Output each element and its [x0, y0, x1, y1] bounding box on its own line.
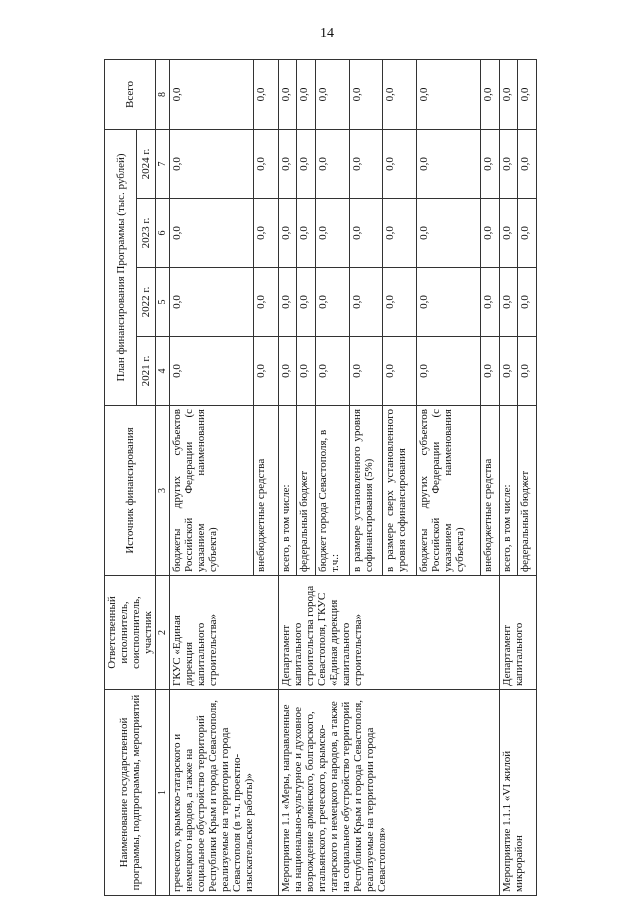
value-cell: 0,0 — [417, 268, 481, 337]
funding-source: бюджет города Севастополя, в т.ч.: — [316, 406, 350, 576]
value-cell: 0,0 — [518, 337, 537, 406]
value-cell: 0,0 — [480, 337, 499, 406]
funding-source: всего, в том числе: — [499, 406, 518, 576]
header-name: Наименование государственной программы, подпрограммы, мероприятий — [105, 690, 156, 896]
value-cell: 0,0 — [278, 59, 297, 129]
table-row — [499, 59, 518, 895]
value-cell: 0,0 — [253, 337, 278, 406]
value-cell: 0,0 — [297, 59, 316, 129]
value-cell: 0,0 — [383, 59, 417, 129]
value-cell: 0,0 — [480, 268, 499, 337]
value-cell: 0,0 — [170, 199, 254, 268]
funding-source: в размере сверх установленного уровня софинансирования — [383, 406, 417, 576]
column-number: 4 — [156, 337, 170, 406]
column-number: 7 — [156, 129, 170, 198]
value-cell: 0,0 — [253, 268, 278, 337]
value-cell: 0,0 — [253, 199, 278, 268]
value-cell: 0,0 — [316, 199, 350, 268]
value-cell: 0,0 — [253, 59, 278, 129]
responsible-executor: Департамент капитального строительства города Севастополя, ГКУС «Единая дирекция капитального строительства» — [278, 576, 499, 690]
value-cell: 0,0 — [480, 199, 499, 268]
header-year: 2021 г. — [137, 337, 156, 406]
rotated-page-content — [104, 60, 537, 896]
value-cell: 0,0 — [349, 268, 383, 337]
value-cell: 0,0 — [278, 268, 297, 337]
column-numbers-row — [156, 59, 170, 895]
column-number: 1 — [156, 690, 170, 896]
funding-source: бюджеты других субъектов Российской Федерации (с указанием наименования субъекта) — [170, 406, 254, 576]
funding-source: бюджеты других субъектов Российской Федерации (с указанием наименования субъекта) — [417, 406, 481, 576]
value-cell: 0,0 — [518, 129, 537, 198]
value-cell: 0,0 — [480, 59, 499, 129]
value-cell: 0,0 — [518, 268, 537, 337]
program-name: греческого, крымско-татарского и немецкого народов, а также на социальное обустройство территорий Республики Крым и города Севастополя, реализуемые на территории города Севастополя (в т.ч. проектно-изыскательские работы)» — [170, 690, 279, 896]
value-cell: 0,0 — [278, 129, 297, 198]
value-cell: 0,0 — [499, 337, 518, 406]
value-cell: 0,0 — [297, 129, 316, 198]
value-cell: 0,0 — [349, 129, 383, 198]
value-cell: 0,0 — [170, 268, 254, 337]
header-source: Источник финансирования — [105, 406, 156, 576]
value-cell: 0,0 — [383, 129, 417, 198]
value-cell: 0,0 — [417, 337, 481, 406]
funding-source: всего, в том числе: — [278, 406, 297, 576]
funding-source: федеральный бюджет — [518, 406, 537, 576]
value-cell: 0,0 — [383, 337, 417, 406]
value-cell: 0,0 — [417, 59, 481, 129]
value-cell: 0,0 — [480, 129, 499, 198]
value-cell: 0,0 — [417, 199, 481, 268]
value-cell: 0,0 — [518, 59, 537, 129]
value-cell: 0,0 — [499, 129, 518, 198]
funding-source: внебюджетные средства — [253, 406, 278, 576]
value-cell: 0,0 — [518, 199, 537, 268]
funding-source: внебюджетные средства — [480, 406, 499, 576]
header-year: 2024 г. — [137, 129, 156, 198]
column-number: 6 — [156, 199, 170, 268]
value-cell: 0,0 — [316, 59, 350, 129]
value-cell: 0,0 — [297, 337, 316, 406]
value-cell: 0,0 — [170, 59, 254, 129]
value-cell: 0,0 — [499, 59, 518, 129]
value-cell: 0,0 — [170, 337, 254, 406]
header-row — [105, 59, 137, 895]
header-total: Всего — [105, 59, 156, 129]
value-cell: 0,0 — [316, 129, 350, 198]
value-cell: 0,0 — [253, 129, 278, 198]
column-number: 8 — [156, 59, 170, 129]
value-cell: 0,0 — [349, 199, 383, 268]
financing-table — [104, 59, 537, 896]
header-plan: План финансирования Программы (тыс. рублей) — [105, 129, 137, 405]
value-cell: 0,0 — [316, 337, 350, 406]
funding-source: федеральный бюджет — [297, 406, 316, 576]
responsible-executor: Департамент капитального — [499, 576, 536, 690]
table-row — [170, 59, 254, 895]
value-cell: 0,0 — [278, 199, 297, 268]
table-row — [278, 59, 297, 895]
measure-name: Мероприятие 1.1.1 «VI жилой микрорайон — [499, 690, 536, 896]
value-cell: 0,0 — [170, 129, 254, 198]
header-year: 2023 г. — [137, 199, 156, 268]
measure-name: Мероприятие 1.1 «Меры, направленные на национально-культурное и духовное возрождение армянского, болгарского, итальянского, греческого, крымско-татарского и немецкого народов, а также на социальное обустройство территорий Республики Крым и города Севастополя, реализуемые на территории города Севастополя» — [278, 690, 499, 896]
header-year: 2022 г. — [137, 268, 156, 337]
value-cell: 0,0 — [349, 59, 383, 129]
header-responsible: Ответственный исполнитель, соисполнитель, участник — [105, 576, 156, 690]
column-number: 3 — [156, 406, 170, 576]
responsible-executor: ГКУС «Единая дирекция капитального строительства» — [170, 576, 279, 690]
value-cell: 0,0 — [383, 268, 417, 337]
value-cell: 0,0 — [499, 199, 518, 268]
column-number: 2 — [156, 576, 170, 690]
column-number: 5 — [156, 268, 170, 337]
value-cell: 0,0 — [297, 268, 316, 337]
value-cell: 0,0 — [297, 199, 316, 268]
value-cell: 0,0 — [316, 268, 350, 337]
value-cell: 0,0 — [499, 268, 518, 337]
value-cell: 0,0 — [417, 129, 481, 198]
funding-source: в размере установленного уровня софинансирования (5%) — [349, 406, 383, 576]
value-cell: 0,0 — [278, 337, 297, 406]
value-cell: 0,0 — [349, 337, 383, 406]
value-cell: 0,0 — [383, 199, 417, 268]
page-number: 14 — [320, 26, 334, 41]
